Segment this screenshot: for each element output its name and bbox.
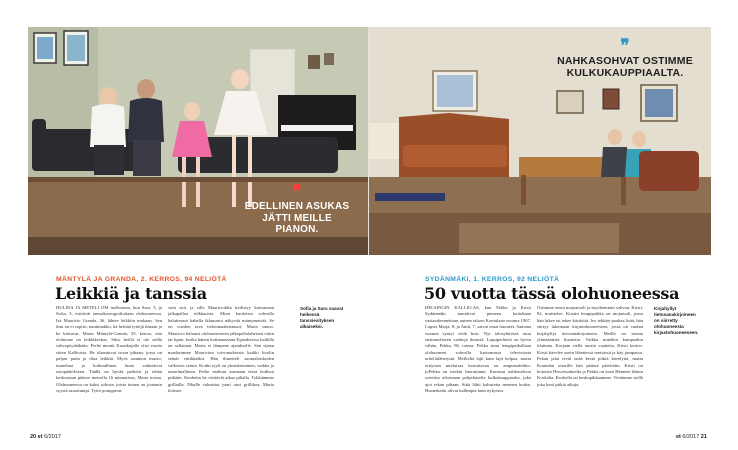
right-quote-text: NAHKASOHVAT OSTIMME KULKUKAUPPIAALTA. <box>557 55 693 80</box>
quote-mark-icon: ❞ <box>292 182 302 202</box>
right-photo-caption: Kirjahyllyt tietosanakirjoineen on siirretty olohuoneesta kirjastohuoneeseen. <box>654 306 699 335</box>
quote-mark-icon: ❞ <box>620 36 630 56</box>
family-living-room-photo <box>28 27 369 255</box>
right-article-column-1: HELSINGIN KALLIO:AS, kun Pekka ja Kirsti Sydänmäki muuttivat pieneen kotiokaan vastarakennettuun uuteen taloon Kontulaan vuonna 1967. Lapset Marja, 8, ja Antti, 7, saivat omat huoneet. Samana vuonna syntyi vielä hosi. Nyt talosyhtiössä asuu ensimmäiseen vanhoja ihmisiä. Lapsiperheitä on hyvin vähän, Pekka, 86, toteaa. Pekka istuu lempipaikallaan olohuoneen sohvalla katsomassa televisiosta urheilulähetystä. Mefkeltä lajit kuin lajit kelpaa, mutta erityisen mieluisaa katsottavaa on ampumahiihto, joPekka on itsekin harrastanut. Komisat nahkasohvat ostettiin aikoinaan pohjalaiselta kulkukauppiaalta, joka ajoi rekan pihaan. Siitä lähti kalustetta mennen kotiin. Huonekalut olivat kallimpia kuin nykyisin. <box>425 305 531 394</box>
right-page-number: 21 <box>700 434 707 440</box>
couple-living-room-photo <box>369 27 711 255</box>
left-article-headline: Leikkiä ja tanssia <box>55 284 207 303</box>
left-quote-text: EDELLINEN ASUKAS JÄTTI MEILLE PIANON. <box>244 201 350 235</box>
left-magazine-name: et <box>37 434 43 440</box>
right-magazine-name: et <box>676 434 681 440</box>
left-folio <box>30 434 61 440</box>
left-issue: 6/2017 <box>44 434 61 440</box>
left-photo-quote <box>240 182 354 236</box>
right-folio <box>676 434 707 440</box>
left-article-kicker: MÄNTYLÄ JA GRANDA, 2. KERROS, 94 NELIÖTÄ <box>56 276 227 283</box>
right-issue: 6/2017 <box>682 434 700 440</box>
right-article-column-2: Ostimme ensin mojaatuoli ja myöhemmin sohvan, Kirsti, 82, muistelee. Kirstin lempipaikka on mojatuoli, jossa hän lukee tai tekee käsitöitä. Ivo tekkärt paukaa lisää, hän siirtyy lukemaan kirjastohuoneeseen, jossa on vanhat kirjahyllyt tietosanakirjoineen. Meillä on monta ylimääräistä huonetta. Vaikka minäkin kumpaakin tilattuna. Korjaan siellä uusiin vaatteita, Kirsti kertoo. Kirsti kävelee usein lähettessä metsässä ja käy jumpassa. Pekan jalat eivät enää kestä pitkiä kävelyitä, mutta Kontulan ostarille hän pääsee päivittäin. Kirsti on kotoisin Hirvensalmelta ja Pekka on itsen Hämeen läänin Koskelta. Koskella on keskupikkaamme. Vietämme siellä joka kesä pitkiä aikoja. <box>537 305 643 387</box>
left-article-column-2: vain sitä, ja sille Mauricioklin keilistyy katsomaan jalkapalloa telkkarista. Minä kuuloisin sohvalla haluttesani kahella ikkunasta näkyvää mäntymetsää. Se on vuoden tava tielonmaalaismuot, Maria sanoo. Mauricio haluaisi olohuoneeseen jalkapallolahetsen viitin tai lipun, koska hänen kotimaassaan Equadorissa kaikilla on sellainen. Maria ei lämpene ajatukselle. Sen sijaan maalarimme Mauricion toivomuksesta kaikki koolin seinät värikkäiksi. Hän ihmetteli suomalaiskoden valkoisia seiniä. Kodin tyyli on yksinkertainen, vaikka ja tanselmallinen. Perhe mahtuu asumaan tässä kodissa pitkään. Keukeiin he viettävät aikaa pihalla. Tykkäämme grillailla. Pihalle valmistui juuri uusi grillikoa, Maria iloitsee. <box>168 305 274 394</box>
left-article-column-1: HULINA JA METELI OM melkoinen, kun Sara, 3, ja Sofia, 5, esittävät tanssikoreografioitaan olohuoneessa. Isä Mauricio Granda, 36, lähtee leikkiin mukaan. Sen ilmi on ei sopiiri, nautimakko, hä heittää tyttöjä ilmaan ja he kirkuvat. Maria Mäntylä-Granda, 35, kertoo, että olohuone on leikkikeskus. Siksi heillä ei ole siellä sohvapöytääkään. Perhe muutti Kaarikujalle viisi vuotta sitten Kallioista. He tihastuivat isoon pihaan, jossa on paljon puita ja tilaa leikkiä. Myös asunnon muoto, tunnelma ja kohtuullinen hinta vaikuttivat ostopäätökseen. Täällä on hyvää parketti ja tehän keskustaan pääsee metrolla 16 minuutissa, Maria toteaa. Olohuoneessa on kaksi sohvaa, joista toinen on joutanin syystä sauottumpi. Tyttö pomppivat <box>56 305 162 394</box>
left-photo-caption: Sofia ja Sara saavat heikessä tanssiesityksen alkaiseksi. <box>300 306 344 329</box>
right-article-headline: 50 vuotta tässä olohuoneessa <box>424 284 680 303</box>
left-page-number: 20 <box>30 434 37 440</box>
right-article-kicker: SYDÄNMÄKI, 1. KERROS, 92 NELIÖTÄ <box>425 276 560 283</box>
right-photo-quote <box>545 36 705 80</box>
